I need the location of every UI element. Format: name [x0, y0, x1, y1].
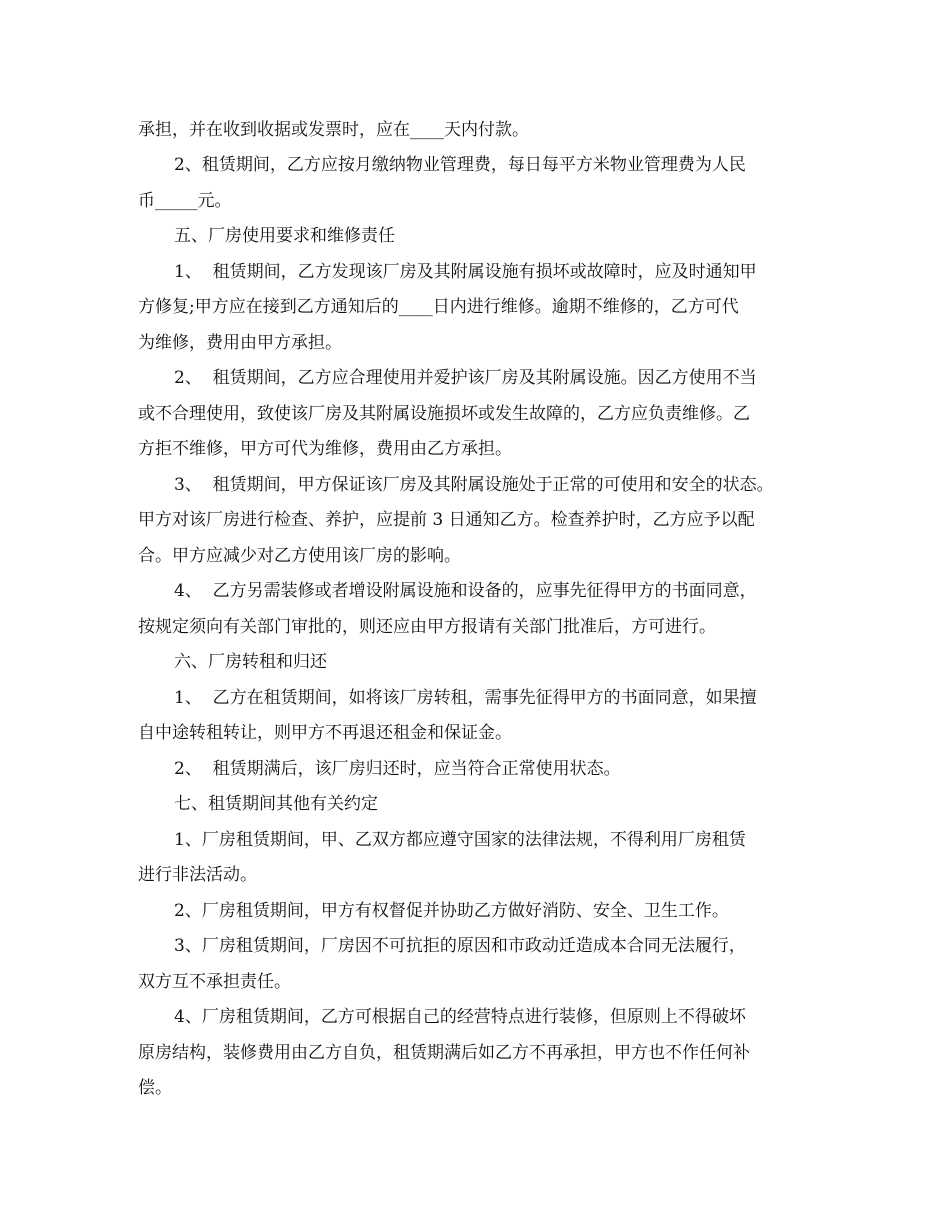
text-line-5: 1、 租赁期间，乙方发现该厂房及其附属设施有损坏或故障时，应及时通知甲	[174, 262, 757, 282]
section-heading-six: 六、厂房转租和归还	[174, 652, 327, 672]
text-line-6: 方修复;甲方应在接到乙方通知后的____日内进行维修。逾期不维修的，乙方可代	[138, 297, 739, 317]
text-line-1: 承担，并在收到收据或发票时，应在____天内付款。	[138, 120, 529, 140]
text-line-23: 2、厂房租赁期间，甲方有权督促并协助乙方做好消防、安全、卫生工作。	[174, 901, 729, 921]
text-line-28: 偿。	[138, 1078, 172, 1098]
text-line-10: 方拒不维修，甲方可代为维修，费用由乙方承担。	[138, 439, 512, 459]
text-line-14: 4、 乙方另需装修或者增设附属设施和设备的，应事先征得甲方的书面同意，	[174, 581, 757, 601]
text-line-3: 币_____元。	[138, 191, 232, 211]
text-line-15: 按规定须向有关部门审批的，则还应由甲方报请有关部门批准后，方可进行。	[138, 617, 716, 637]
text-line-24: 3、厂房租赁期间，厂房因不可抗拒的原因和市政动迁造成本合同无法履行，	[174, 936, 746, 956]
text-line-9: 或不合理使用，致使该厂房及其附属设施损坏或发生故障的，乙方应负责维修。乙	[138, 404, 750, 424]
text-line-19: 2、 租赁期满后，该厂房归还时，应当符合正常使用状态。	[174, 759, 621, 779]
text-line-22: 进行非法活动。	[138, 865, 257, 885]
text-line-17: 1、 乙方在租赁期间，如将该厂房转租，需事先征得甲方的书面同意，如果擅	[174, 688, 757, 708]
text-line-18: 自中途转租转让，则甲方不再退还租金和保证金。	[138, 723, 512, 743]
text-line-12: 甲方对该厂房进行检查、养护，应提前 3 日通知乙方。检查养护时，乙方应予以配	[138, 510, 755, 530]
text-line-2: 2、租赁期间，乙方应按月缴纳物业管理费，每日每平方米物业管理费为人民	[174, 155, 746, 175]
text-line-25: 双方互不承担责任。	[138, 972, 291, 992]
text-line-7: 为维修，费用由甲方承担。	[138, 333, 342, 353]
text-line-8: 2、 租赁期间，乙方应合理使用并爱护该厂房及其附属设施。因乙方使用不当	[174, 368, 757, 388]
text-line-13: 合。甲方应减少对乙方使用该厂房的影响。	[138, 546, 461, 566]
text-line-27: 原房结构，装修费用由乙方自负，租赁期满后如乙方不再承担，甲方也不作任何补	[138, 1043, 750, 1063]
text-line-26: 4、厂房租赁期间，乙方可根据自己的经营特点进行装修，但原则上不得破坏	[174, 1007, 746, 1027]
section-heading-five: 五、厂房使用要求和维修责任	[174, 226, 395, 246]
text-line-11: 3、 租赁期间，甲方保证该厂房及其附属设施处于正常的可使用和安全的状态。	[174, 475, 774, 495]
section-heading-seven: 七、租赁期间其他有关约定	[174, 794, 378, 814]
text-line-21: 1、厂房租赁期间，甲、乙双方都应遵守国家的法律法规，不得利用厂房租赁	[174, 830, 746, 850]
